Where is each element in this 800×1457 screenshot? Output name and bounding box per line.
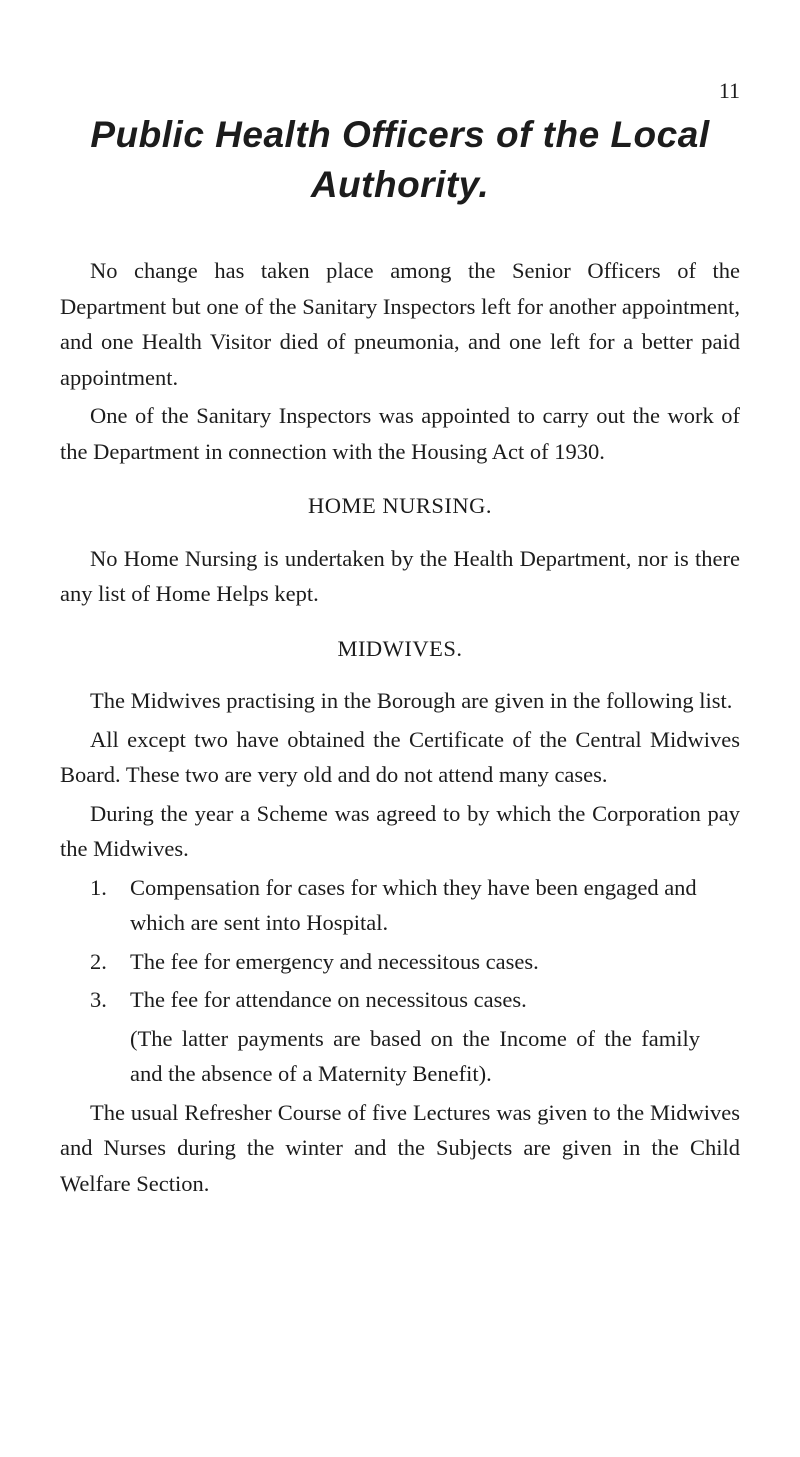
list-item-number: 3. [90, 987, 107, 1012]
list-item [60, 944, 740, 980]
scheme-note: (The latter payments are based on the Income of the family and the absence of a Maternity Benefit). [130, 1025, 700, 1086]
home-nursing-paragraph: No Home Nursing is undertaken by the Health Department, nor is there any list of Home Helps kept. [60, 545, 740, 606]
scheme-list [60, 870, 740, 1018]
list-item-text: The fee for attendance on necessitous cases. [130, 987, 527, 1012]
page-title: Public Health Officers of the Local Authority. [90, 114, 710, 205]
list-item [60, 870, 740, 941]
midwives-paragraph-1: The Midwives practising in the Borough are given in the following list. [90, 688, 733, 713]
home-nursing-heading: HOME NURSING. [307, 493, 492, 518]
midwives-paragraph-3: During the year a Scheme was agreed to by which the Corporation pay the Midwives. [60, 800, 740, 861]
midwives-paragraph-2: All except two have obtained the Certificate of the Central Midwives Board. These two are very old and do not attend many cases. [60, 726, 740, 787]
list-item-text: Compensation for cases for which they have been engaged and which are sent into Hospital. [130, 874, 697, 935]
list-item [60, 982, 740, 1018]
list-item-number: 1. [90, 874, 107, 900]
document-body [60, 253, 740, 1201]
list-item-number: 2. [90, 948, 107, 974]
intro-paragraph-1: No change has taken place among the Senior Officers of the Department but one of the Sanitary Inspectors left for another appointment, and one Health Visitor died of pneumonia, and one left for a better paid appointment. [60, 258, 740, 390]
intro-paragraph-2: One of the Sanitary Inspectors was appointed to carry out the work of the Department in connection with the Housing Act of 1930. [60, 403, 740, 464]
closing-paragraph: The usual Refresher Course of five Lectures was given to the Midwives and Nurses during the winter and the Subjects are given in the Child Welfare Section. [60, 1099, 740, 1196]
list-item-text: The fee for emergency and necessitous cases. [130, 948, 539, 974]
page-number: 11 [718, 78, 740, 103]
midwives-heading: MIDWIVES. [337, 635, 463, 661]
